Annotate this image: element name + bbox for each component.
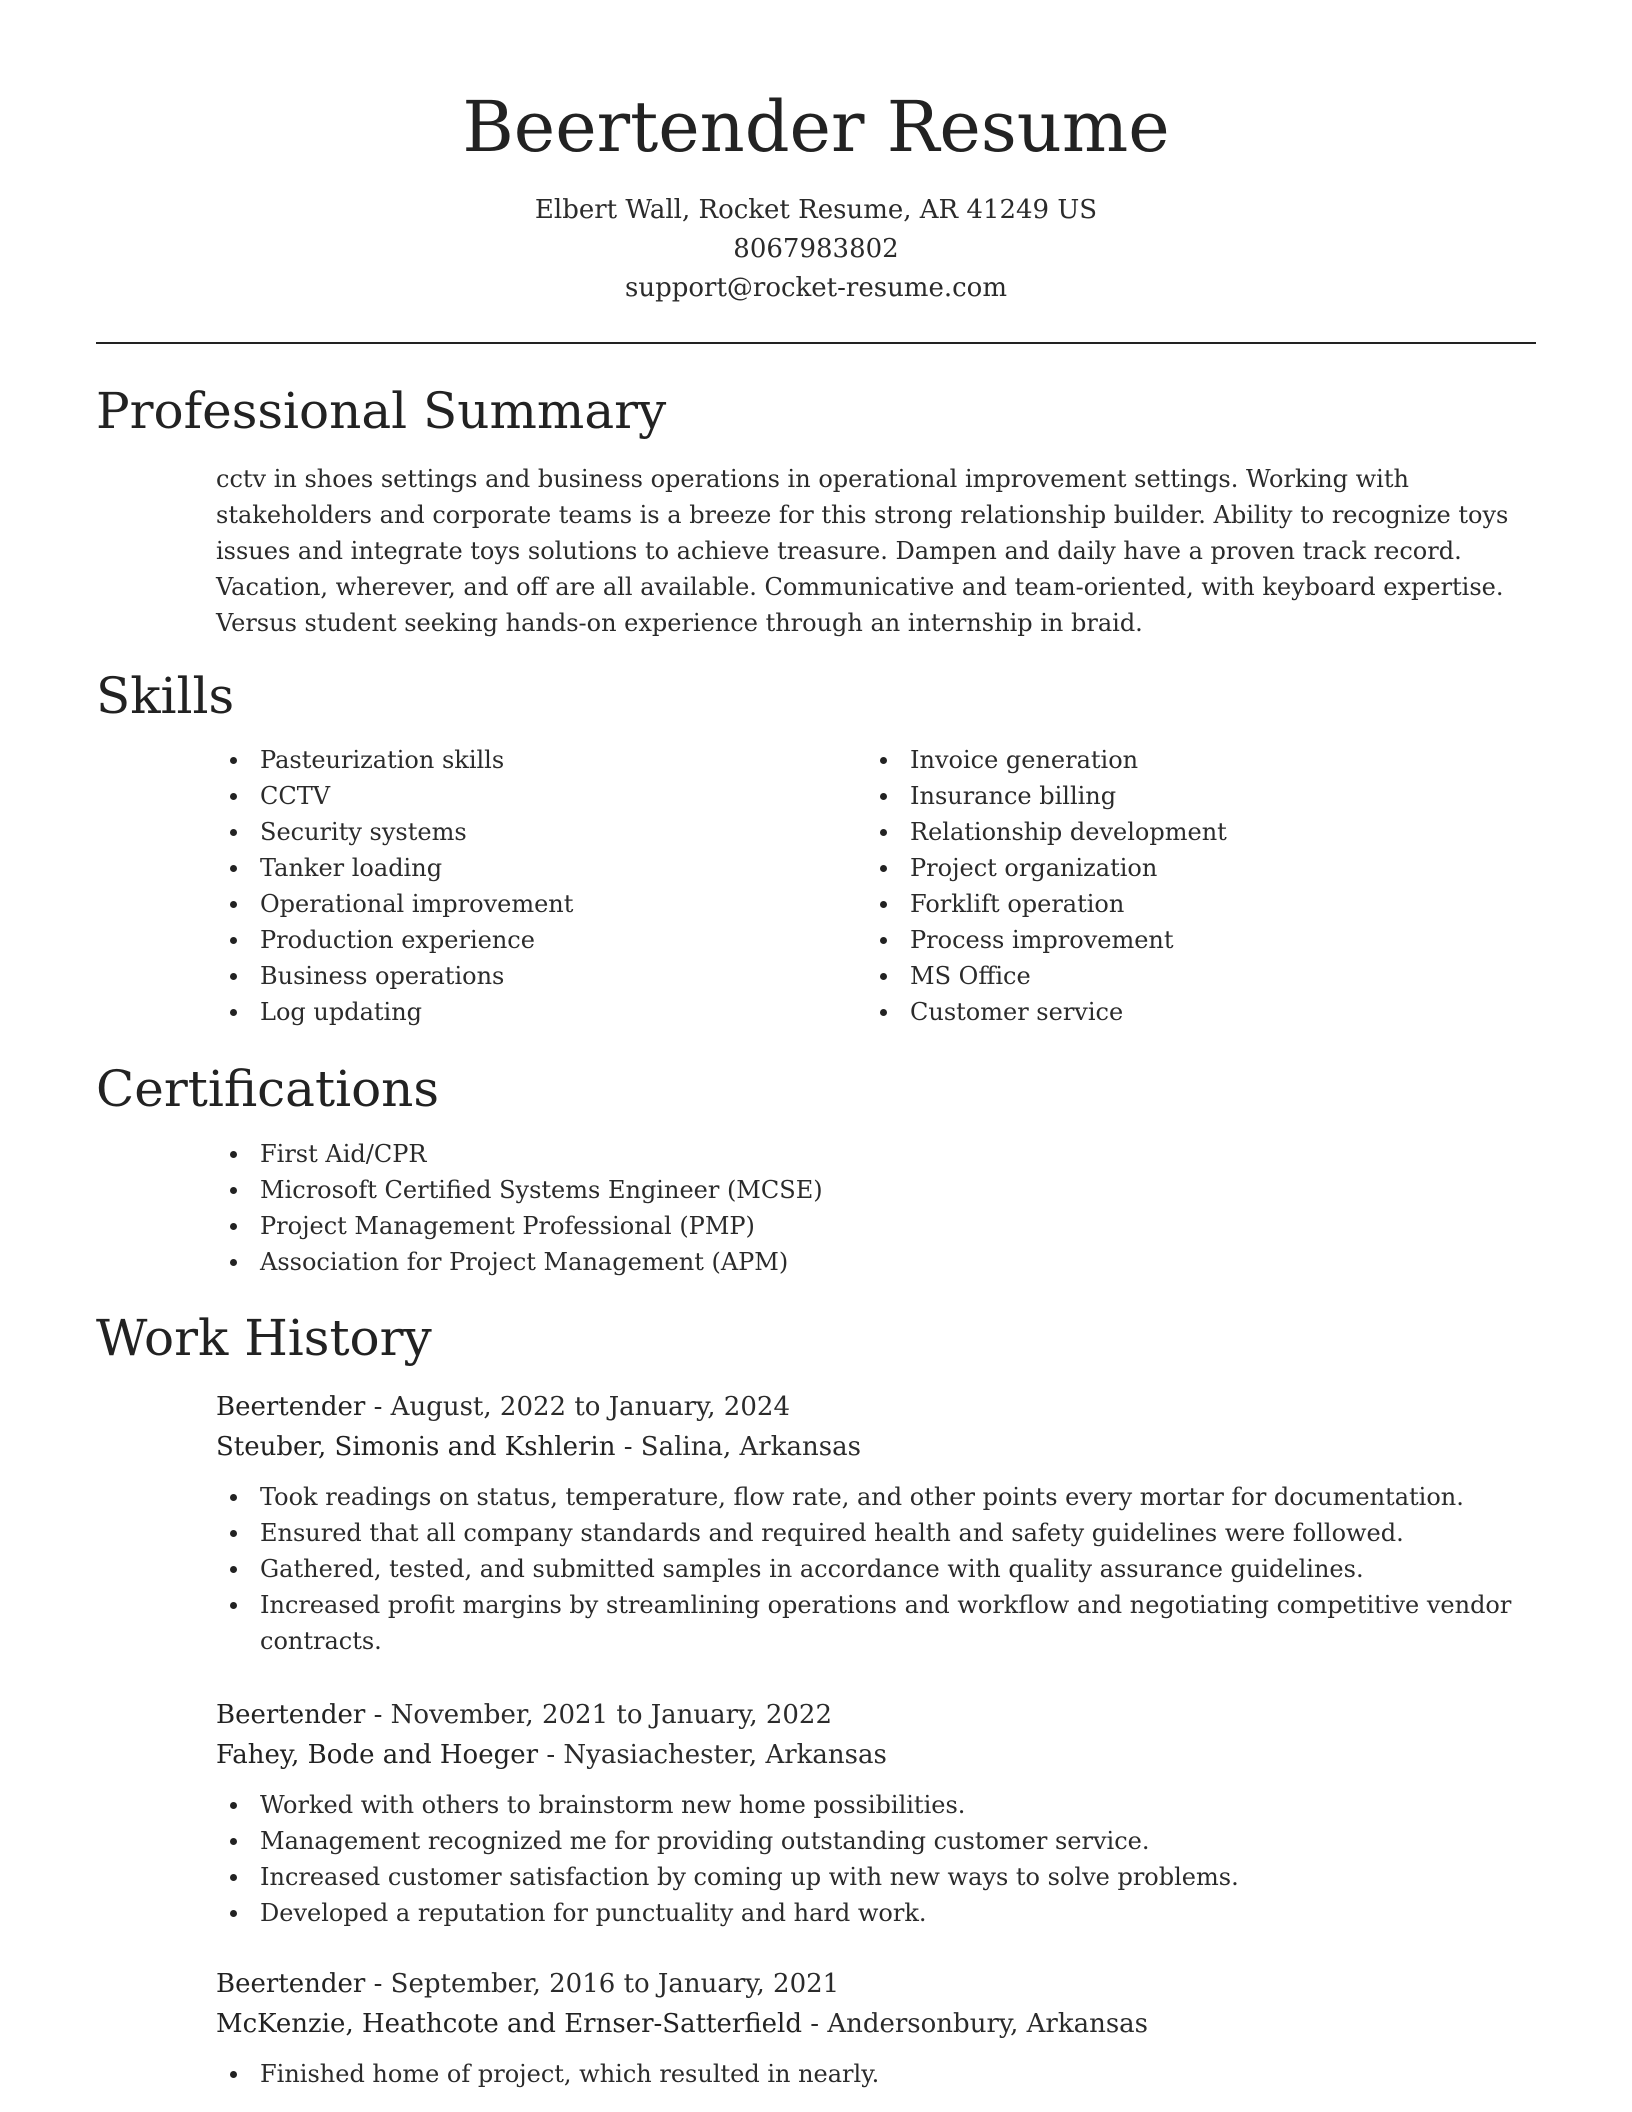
skills-heading: Skills — [96, 667, 235, 725]
certification-item: Project Management Professional (PMP) — [216, 1208, 1536, 1244]
job-duties — [216, 1787, 1536, 1931]
job-role: Beertender — [216, 1392, 366, 1422]
skill-item: Project organization — [866, 850, 1466, 886]
job-company-line — [216, 1427, 1536, 1467]
job-duty: Took readings on status, temperature, flow rate, and other points every mortar for documentation. — [216, 1479, 1536, 1515]
job-location: - Andersonbury, Arkansas — [802, 2009, 1149, 2039]
contact-address: Elbert Wall, Rocket Resume, AR 41249 US — [534, 195, 1098, 225]
job-duty: Ensured that all company standards and required health and safety guidelines were followed. — [216, 1515, 1536, 1551]
job-duty: Management recognized me for providing outstanding customer service. — [216, 1823, 1536, 1859]
header-divider — [96, 342, 1536, 344]
skill-item: MS Office — [866, 958, 1466, 994]
skill-item: Relationship development — [866, 814, 1466, 850]
skill-item: Process improvement — [866, 922, 1466, 958]
job-duty: Worked with others to brainstorm new home possibilities. — [216, 1787, 1536, 1823]
skill-item: CCTV — [216, 778, 816, 814]
job-company-line — [216, 2004, 1536, 2044]
skill-item: Production experience — [216, 922, 816, 958]
job-location: - Nyasiachester, Arkansas — [538, 1740, 887, 1770]
summary-heading: Professional Summary — [96, 382, 667, 440]
job-role: Beertender — [216, 1700, 366, 1730]
skills-list-left — [216, 742, 816, 1030]
certification-item: Association for Project Management (APM) — [216, 1244, 1536, 1280]
skill-item: Business operations — [216, 958, 816, 994]
job-dates: - November, 2021 to January, 2022 — [365, 1700, 833, 1730]
job-title-line — [216, 1695, 1536, 1735]
skill-item: Tanker loading — [216, 850, 816, 886]
job-dates: - August, 2022 to January, 2024 — [365, 1392, 790, 1422]
certifications-heading: Certifications — [96, 1060, 440, 1118]
job-duties — [216, 2056, 1536, 2092]
job-company: McKenzie, Heathcote and Ernser-Satterfield — [216, 2009, 803, 2039]
contact-block — [0, 191, 1632, 308]
job-title-line — [216, 1964, 1536, 2004]
job-duty: Gathered, tested, and submitted samples in accordance with quality assurance guidelines. — [216, 1551, 1536, 1587]
skill-item: Operational improvement — [216, 886, 816, 922]
job-dates: - September, 2016 to January, 2021 — [365, 1969, 840, 1999]
job-company: Steuber, Simonis and Kshlerin — [216, 1432, 616, 1462]
skill-item: Customer service — [866, 994, 1466, 1030]
work-history-heading: Work History — [96, 1309, 432, 1367]
job-company: Fahey, Bode and Hoeger — [216, 1740, 539, 1770]
job-company-line — [216, 1735, 1536, 1775]
certification-item: Microsoft Certified Systems Engineer (MCSE) — [216, 1172, 1536, 1208]
certifications-list — [216, 1136, 1536, 1280]
skill-item: Log updating — [216, 994, 816, 1030]
job-title-line — [216, 1387, 1536, 1427]
job-duty: Finished home of project, which resulted in nearly. — [216, 2056, 1536, 2092]
job-duties — [216, 1479, 1536, 1659]
job-duty: Increased customer satisfaction by coming up with new ways to solve problems. — [216, 1859, 1536, 1895]
skill-item: Security systems — [216, 814, 816, 850]
job-location: - Salina, Arkansas — [615, 1432, 861, 1462]
contact-phone: 8067983802 — [733, 234, 899, 264]
resume-title: Beertender Resume — [462, 86, 1170, 168]
job-entry — [216, 1695, 1536, 1931]
contact-email: support@rocket-resume.com — [624, 273, 1007, 303]
job-duty: Increased profit margins by streamlining operations and workflow and negotiating competitive vendor contracts. — [216, 1587, 1536, 1659]
certification-item: First Aid/CPR — [216, 1136, 1536, 1172]
skill-item: Invoice generation — [866, 742, 1466, 778]
job-entry — [216, 1964, 1536, 2092]
job-duty: Developed a reputation for punctuality and hard work. — [216, 1895, 1536, 1931]
skills-list-right — [866, 742, 1466, 1030]
skill-item: Forklift operation — [866, 886, 1466, 922]
summary-text: cctv in shoes settings and business operations in operational improvement settings. Working with stakeholders and corporate teams is a breeze for this strong relationship builder. Ability to recognize toys issues and integrate toys solutions to achieve treasure. Dampen and daily have a proven track record. Vacation, wherever, and off are all available. Communicative and team-oriented, with keyboard expertise. Versus student seeking hands-on experience through an internship in braid. — [216, 465, 1509, 637]
job-entry — [216, 1387, 1536, 1659]
skill-item: Pasteurization skills — [216, 742, 816, 778]
skill-item: Insurance billing — [866, 778, 1466, 814]
job-role: Beertender — [216, 1969, 366, 1999]
